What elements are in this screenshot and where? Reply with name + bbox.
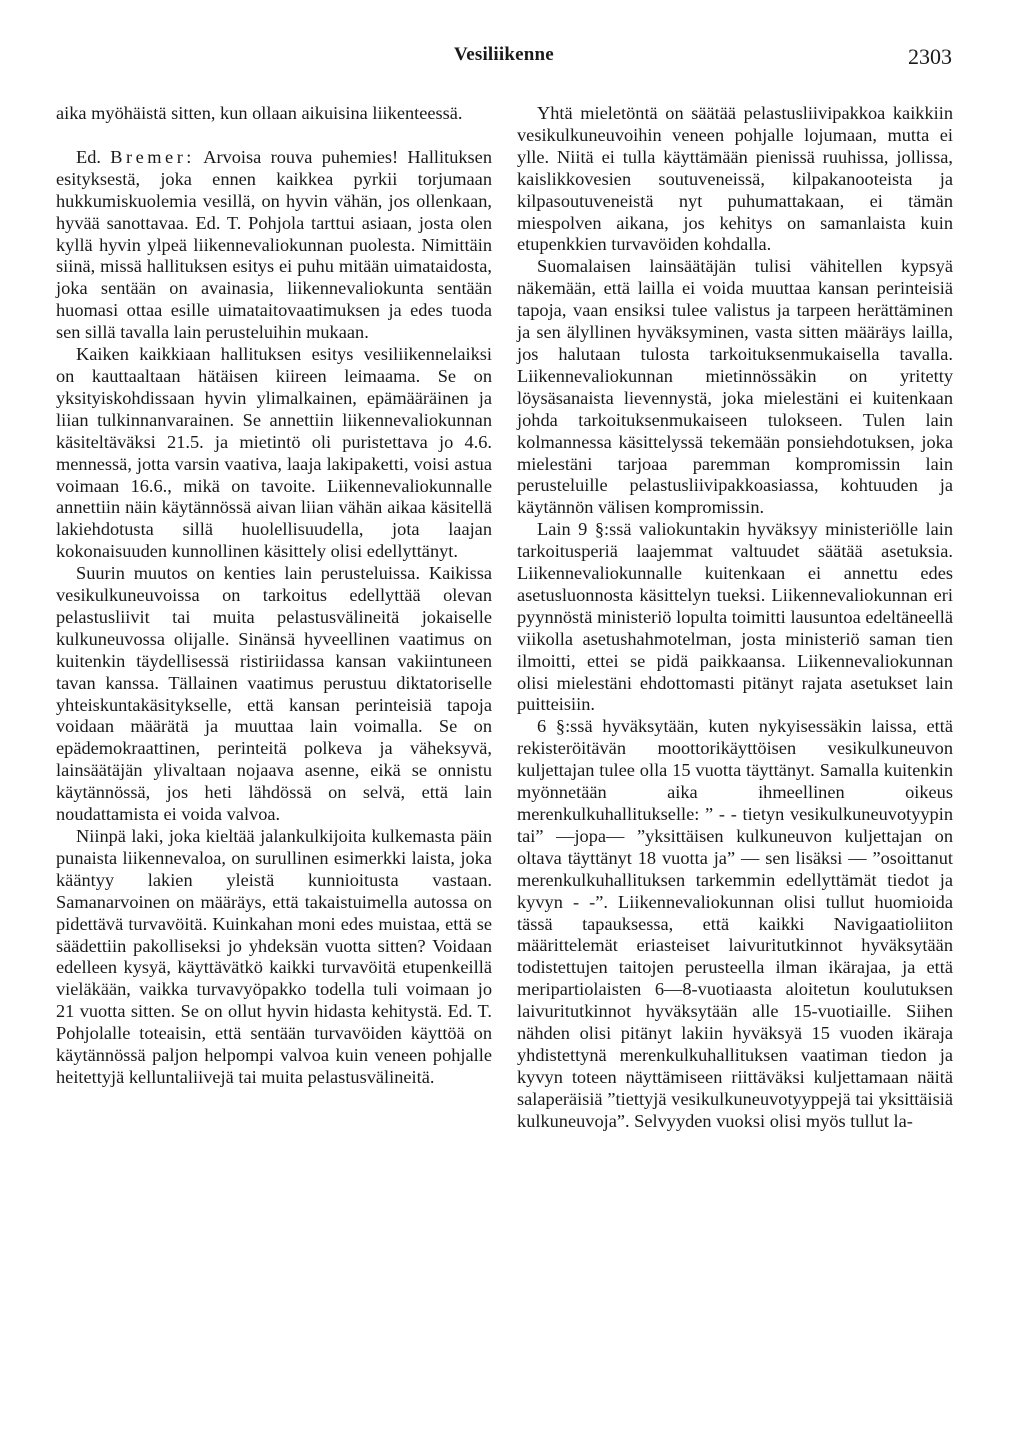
left-column: [56, 103, 492, 1089]
paragraph: Niinpä laki, joka kieltää jalankulkijoita kulkemasta päin punaista liikennevaloa, on surullinen esimerkki laista, joka kääntyy lakien yleistä kunnioitusta vastaan. Samanarvoinen on määräys, että takaistuimella autossa on pidettävä turvavöitä. Kuinkahan moni edes muistaa, että se säädettiin pakolliseksi jo yhdeksän vuotta sitten? Voidaan edelleen kysyä, käyttävätkö kaikki turvavöitä etupenkeillä vieläkään, vaikka turvavyöpakko todella tuli voimaan jo 21 vuotta sitten. Se on ollut hyvin hidasta kehitystä. Ed. T. Pohjolalle toteaisin, että sentään turvavöiden käyttöä on käytännössä paljon helpompi valvoa kuin veneen pohjalle heitettyjä kelluntaliivejä tai muita pelastusvälineitä.: [56, 826, 492, 1087]
paragraph: Suurin muutos on kenties lain perusteluissa. Kaikissa vesikulkuneuvoissa on tarkoitus edellyttää olevan pelastusliivit tai muita pelastusvälineitä jokaiselle kulkuneuvossa olijalle. Sinänsä hyveellinen vaatimus on kuitenkin täydellisessä ristiriidassa kansan vakiintuneen tavan kanssa. Tällainen vaatimus perustuu diktatoriselle yhteiskuntakäsitykselle, että kansan perinteisiä tapoja voidaan määrätä ja muuttaa lain voimalla. Se on epädemokraattinen, perinteitä polkeva ja väheksyvä, lainsäätäjän ylivaltaan nojaava asenne, eikä se onnistu käytännössä, jos heti lähdössä on selvä, että lain noudattamista ei voida valvoa.: [56, 563, 492, 825]
paragraph: Yhtä mieletöntä on säätää pelastusliivipakkoa kaikkiin vesikulkuneuvoihin veneen pohjalle lojumaan, mutta ei ylle. Niitä ei tulla käyttämään pienissä ruuhissa, jollissa, kaislikkovesien soutuveneissä, kilpakanooteista ja kilpasoutuveneistä nyt puhumattakaan, ei tämän miespolven aikana, jos kehitys on samanlaista kuin etupenkkien turvavöiden kohdalla.: [517, 103, 953, 255]
speech-text: Arvoisa rouva puhemies! Hallituksen esityksestä, joka ennen kaikkea pyrkii torjumaan hukkumiskuolemia vesillä, on hyvin vähän, jos ollenkaan, hyvää sanottavaa. Ed. T. Pohjola tarttui asiaan, josta olen kyllä hyvin ylpeä liikennevaliokunnan puolesta. Nimittäin siinä, missä hallituksen esitys ei puhu mitään uimataidosta, joka sentään on avainasia, liikennevaliokunta sentään huomasi ottaa esille uimataitovaatimuksen ja edes tuoda sen sillä tavalla lain perusteluihin mukaan.: [56, 146, 492, 343]
paragraph: Lain 9 §:ssä valiokuntakin hyväksyy ministeriölle lain tarkoitusperiä laajemmat valtuudet säätää asetuksia. Liikennevaliokunnalle kuitenkaan ei annettu edes asetusluonnosta käsittelyn tueksi. Liikennevaliokunnan eri pyynnöstä ministeriö lopulta toimitti lausuntoa edeltäneellä viikolla asetushahmotelman, josta ministeriö saman tien ilmoitti, ettei se pidä paikkaansa. Liikennevaliokunnan olisi mielestäni ehdottomasti pitänyt rajata asetukset lain puitteisiin.: [517, 519, 953, 715]
speaker-prefix: Ed.: [76, 146, 101, 167]
right-column: [517, 103, 953, 1133]
paragraph: Kaiken kaikkiaan hallituksen esitys vesiliikennelaiksi on kauttaaltaan hätäisen kiireen leimaama. Se on yksityiskohdissaan hyvin ylimalkainen, epämääräinen ja liian tulkinnanvarainen. Se annettiin liikennevaliokunnan käsiteltäväksi 21.5. ja mietintö oli puristettava jo 4.6. mennessä, jotta varsin vaativa, laaja lakipaketti, voisi astua voimaan 16.6., mikä on tavoite. Liikennevaliokunnalle annettiin näin käytännössä aivan liian vähän aikaa käsitellä lakiehdotusta sillä huolellisuudella, jota laajan kokonaisuuden kunnollinen käsittely olisi edellyttänyt.: [56, 344, 492, 562]
page-header: [56, 44, 952, 74]
paragraph: 6 §:ssä hyväksytään, kuten nykyisessäkin laissa, että rekisteröitävän moottorikäyttöisen vesikulkuneuvon kuljettajan tulee olla 15 vuotta täyttänyt. Samalla kuitenkin myönnetään aika ihmeellinen oikeus merenkulkuhallitukselle: ” - - tietyn vesikulkuneuvotyypin tai” —jopa— ”yksittäisen kulkuneuvon kuljettajan on oltava täyttänyt 18 vuotta ja” — sen lisäksi — ”osoittanut merenkulkuhallituksen tarkemmin edellyttämät tiedot ja kyvyn - -”. Liikennevaliokunnan olisi tullut huomioida tässä tapauksessa, että kaikki Navigaatioliiton määrittelemät eriasteiset laivuritutkinnot hyväksytään todistettujen taitojen perusteella ilman ikärajaa, ja että meripartiolaisten 6—8-vuotiaasta aloitetun koulutuksen laivuritutkinnot hyväksytään alle 15-vuotiaille. Siihen nähden olisi pitänyt lakiin hyväksyä 15 vuoden ikäraja yhdistettynä merenkulkuhallituksen vaatiman tiedon ja kyvyn toteen näyttämiseen riittäväksi kuljettamaan näitä salaperäisiä ”tiettyjä vesikulkuneuvotyyppejä tai yksittäisiä kulkuneuvoja”. Selvyyden vuoksi olisi myös tullut la-: [517, 716, 953, 1131]
page-number: 2303: [908, 44, 952, 69]
running-title: Vesiliikenne: [454, 44, 554, 65]
paragraph: aika myöhäistä sitten, kun ollaan aikuisina liikenteessä.: [56, 103, 463, 123]
paragraph: Suomalaisen lainsäätäjän tulisi vähitellen kypsyä näkemään, että lailla ei voida muuttaa kansan perinteisiä tapoja, vaan ensiksi tulee valistus ja tarpeen herättäminen ja sen älyllinen hyväksyminen, vasta sitten määräys lailla, jos halutaan tulosta tarkoituksenmukaisella tavalla. Liikennevaliokunnan mietinnössäkin on yritetty löysäsanaista lievennystä, joka mielestäni ei kuitenkaan johda tarkoituksenmukaiseen tulokseen. Tulen lain kolmannessa käsittelyssä tekemään ponsiehdotuksen, joka mielestäni tarjoaa paremman kompromissin lain perusteluille pelastusliivipakkoasiassa, kohtuuden ja käytännön välisen kompromissin.: [517, 256, 953, 518]
speaker-paragraph: [56, 147, 492, 344]
speaker-name: Bremer:: [110, 146, 195, 167]
